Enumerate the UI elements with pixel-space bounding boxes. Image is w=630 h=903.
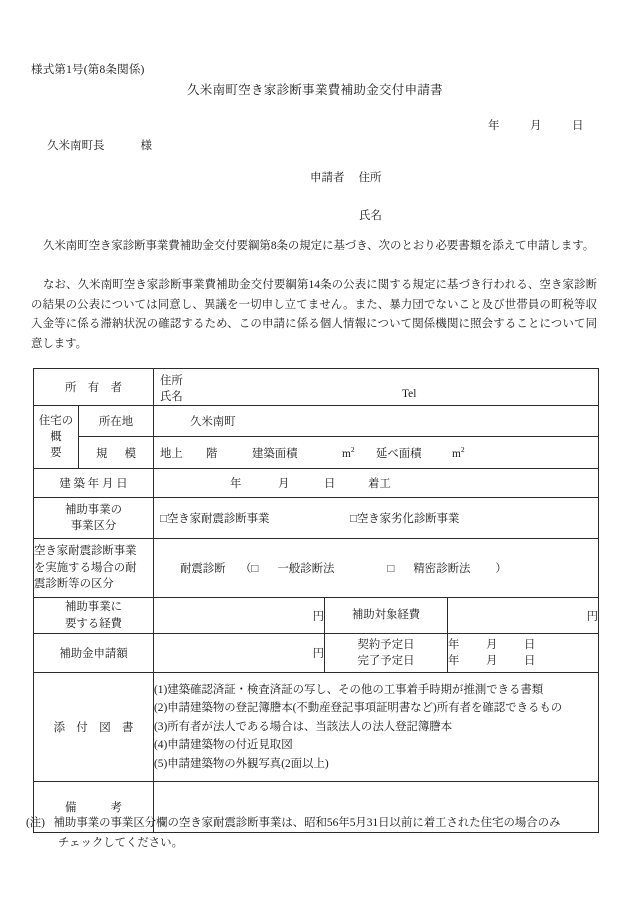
owner-name-label: 氏名 (160, 391, 183, 403)
expenses-yen-unit: 円 (312, 610, 324, 623)
built-day-label: 日 (324, 478, 336, 490)
checkbox-deterioration-diagnosis-project[interactable]: □空き家劣化診断事業 (350, 513, 460, 525)
form-code: 様式第1号(第8条関係) (31, 64, 145, 76)
application-table-wrapper (33, 368, 598, 833)
built-year-label: 年 (230, 478, 242, 490)
addressee (47, 137, 152, 153)
table-row-house-location (34, 406, 599, 437)
completion-date-value: 年 月 日 (448, 655, 536, 667)
project-category-options-cell (154, 498, 599, 539)
applicant-name-label: 氏名 (359, 210, 382, 222)
size-build-area-label: 建築面積 (252, 447, 298, 460)
table-row-project-category (34, 498, 599, 539)
house-size-label (79, 437, 154, 469)
submission-date-line (488, 117, 586, 133)
addressee-honorific: 様 (140, 140, 152, 152)
application-table (33, 368, 599, 833)
contract-date-label: 契約予定日 (357, 638, 415, 651)
seismic-open-paren: （ (240, 563, 252, 575)
page-title: 久米南町空き家診断事業費補助金交付申請書 (186, 83, 443, 97)
owner-value-cell[interactable] (154, 369, 599, 406)
size-total-area-label: 延べ面積 (376, 447, 422, 460)
seismic-close-paren: ） (495, 563, 507, 575)
checkbox-precise-diagnosis[interactable]: □ (387, 563, 395, 575)
completion-date-label: 完了予定日 (357, 655, 415, 667)
seismic-category-options-cell (154, 539, 599, 598)
subsidy-amount-cell[interactable] (154, 634, 325, 673)
date-day-label: 日 (572, 120, 584, 132)
checkbox-seismic-diagnosis-project[interactable]: □空き家耐震診断事業 (160, 513, 270, 525)
date-year-label: 年 (488, 120, 500, 132)
table-row-house-size (34, 437, 599, 469)
seismic-category-label-line1: 空き家耐震診断事業 (34, 545, 137, 558)
applicant-label: 申請者 (310, 172, 345, 184)
seismic-category-label-line3: 震診断等の区分 (34, 578, 114, 591)
built-date-value-cell[interactable] (154, 469, 599, 498)
footnote (26, 813, 606, 853)
schedule-date-labels (325, 634, 448, 673)
subsidy-yen-unit: 円 (312, 648, 324, 660)
built-start-label: 着工 (368, 478, 391, 490)
table-row-expenses (34, 598, 599, 634)
house-summary-label-line2: 概 要 (50, 431, 80, 459)
seismic-category-label (34, 539, 154, 598)
applicant-address-label: 住所 (358, 172, 382, 184)
expenses-label-line1: 補助事業に (65, 601, 122, 613)
checkbox-general-diagnosis[interactable]: □ (251, 563, 259, 575)
footnote-line2: チェックしてください。 (58, 837, 183, 849)
general-diagnosis-label: 一般診断法 (277, 563, 335, 575)
list-item: (2)申請建築物の登記簿謄本(不動産登記事項証明書など)所有者を確認できるもの (154, 702, 563, 715)
date-month-label: 月 (530, 120, 542, 132)
attachments-list-cell (154, 673, 599, 782)
table-row-seismic-category (34, 539, 599, 598)
footnote-mark: (注) (26, 817, 45, 829)
house-size-label-text: 規 模 (95, 447, 140, 460)
list-item: (5)申請建築物の外観写真(2面以上) (154, 757, 329, 770)
table-row-attachments (34, 673, 599, 782)
expenses-label (34, 598, 154, 634)
owner-address-label: 住所 (160, 375, 183, 387)
expenses-label-line2: 要する経費 (65, 617, 122, 630)
precise-diagnosis-label: 精密診断法 (413, 563, 471, 575)
size-ground-label: 地上 (160, 447, 183, 460)
table-row-subsidy (34, 634, 599, 673)
list-item: (3)所有者が法人である場合は、当該法人の法人登記簿謄本 (154, 720, 453, 733)
expenses-amount-cell[interactable] (154, 598, 325, 634)
size-unit-m2-first: $m^2$ (342, 444, 355, 460)
size-floors-label: 階 (206, 447, 218, 460)
subsidy-amount-label: 補助金申請額 (34, 634, 154, 673)
contract-date-value: 年 月 日 (448, 638, 536, 651)
owner-label: 所 有 者 (34, 369, 154, 406)
list-item: (4)申請建築物の付近見取図 (154, 739, 293, 752)
project-category-label (34, 498, 154, 539)
owner-tel-label: Tel (402, 388, 417, 400)
built-date-label: 建 築 年 月 日 (34, 469, 154, 498)
built-month-label: 月 (278, 478, 290, 490)
remarks-label: 備 考 (34, 782, 154, 833)
house-size-value-cell[interactable] (154, 437, 599, 469)
seismic-category-label-line2: を実施する場合の耐 (34, 561, 137, 574)
intro-paragraph-1: 久米南町空き家診断事業費補助金交付要綱第8条の規定に基づき、次のとおり必要書類を添えて申請します。 (43, 240, 595, 252)
applicant-address-line (310, 169, 382, 185)
target-expenses-label: 補助対象経費 (325, 598, 448, 634)
footnote-line1: 補助事業の事業区分欄の空き家耐震診断事業は、昭和56年5月31日以前に着工された住宅の場合のみ (53, 817, 561, 829)
target-expenses-amount-cell[interactable] (448, 598, 599, 634)
attachments-label: 添 付 図 書 (34, 673, 154, 782)
house-location-value-cell[interactable] (154, 406, 599, 437)
schedule-date-values-cell[interactable] (448, 634, 599, 673)
intro-paragraph-2: なお、久米南町空き家診断事業費補助金交付要綱第14条の公表に関する規定に基づき行われる、空き家診断の結果の公表については同意し、異議を一切申し立てません。また、暴力団でないこと及び世帯員の町税等収入金等に係る滞納状況の確認するため、この申請に係る個人情報について関係機関に照会することについて同意します。 (31, 279, 597, 350)
list-item: (1)建築確認済証・検査済証の写し、その他の工事着手時期が推測できる書類 (154, 683, 544, 696)
house-location-label: 所在地 (79, 406, 154, 437)
size-unit-m2-second: $m^2$ (452, 444, 465, 460)
house-summary-label (34, 406, 79, 469)
table-row-owner (34, 369, 599, 406)
project-category-label-line1: 補助事業の (65, 503, 122, 516)
addressee-name: 久米南町長 (47, 140, 105, 152)
project-category-label-line2: 事業区分 (70, 520, 117, 532)
attachments-list (154, 681, 598, 773)
target-expenses-yen-unit: 円 (586, 610, 599, 623)
table-row-built-date (34, 469, 599, 498)
house-location-value: 久米南町 (190, 416, 236, 428)
house-summary-label-line1: 住宅の (38, 415, 74, 427)
seismic-prefix-label: 耐震診断 (180, 563, 226, 575)
